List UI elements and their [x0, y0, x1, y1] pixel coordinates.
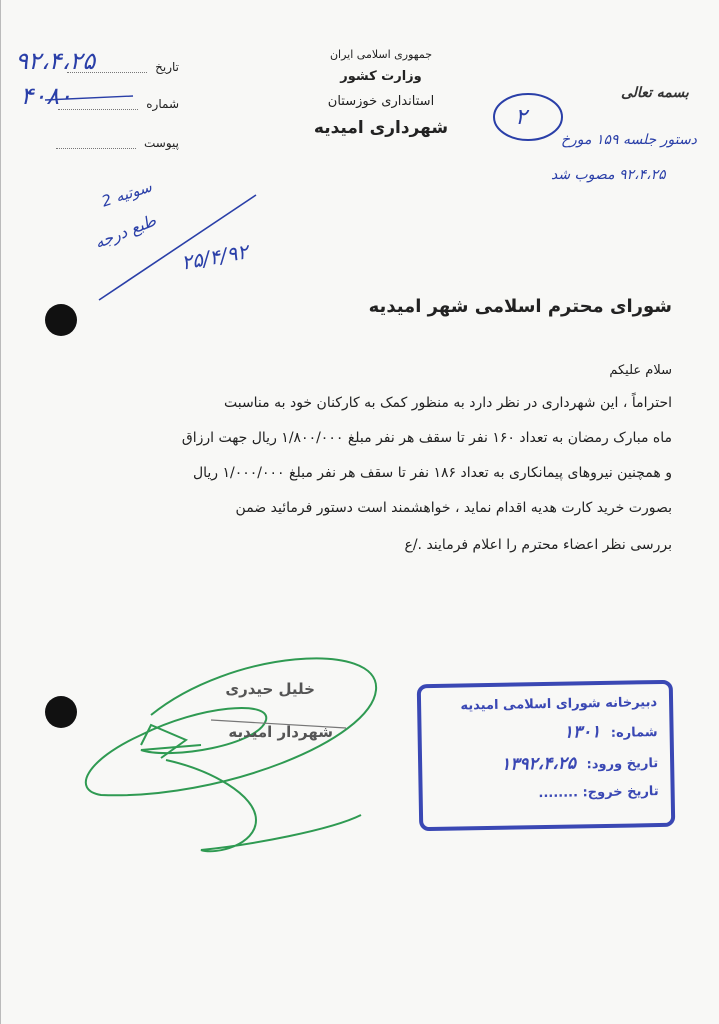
stamp-number-value: ۱۳۰۱ — [563, 722, 601, 743]
stamp-exit-row — [435, 785, 659, 802]
left-slash — [99, 195, 256, 300]
left-note-date: ۲۵/۴/۹۲ — [179, 239, 250, 275]
attachment-label: پیوست — [144, 136, 179, 150]
body-line-3: و همچنین نیروهای پیمانکاری به تعداد ۱۸۶ نفر تا سقف هر نفر مبلغ ۱/۰۰۰/۰۰۰ ریال — [192, 465, 672, 481]
stamp-entry-label: تاریخ ورود: — [586, 756, 659, 773]
stamp-entry-row — [434, 754, 658, 775]
meta-underline — [45, 96, 133, 100]
date-handwritten: ۹۲،۴،۲۵ — [15, 47, 96, 75]
stamp-entry-value: ۱۳۹۲،۴،۲۵ — [501, 753, 577, 775]
stamp-exit-value: ........ — [538, 785, 579, 802]
date-label: تاریخ — [155, 60, 179, 74]
header-republic: جمهوری اسلامی ایران — [329, 48, 433, 61]
body-line-2: ماه مبارک رمضان به تعداد ۱۶۰ نفر تا سقف هر نفر مبلغ ۱/۸۰۰/۰۰۰ ریال جهت ارزاق — [181, 430, 672, 446]
body-line-1: احتراماً ، این شهرداری در نظر دارد به منظور کمک به کارکنان خود به مناسبت — [223, 395, 672, 411]
header-governorate: استانداری خوزستان — [327, 94, 435, 109]
signatory-title: شهردار امیدیه — [228, 723, 333, 741]
stamp-title: دبیرخانه شورای اسلامی امیدیه — [460, 695, 658, 714]
circle-mark — [494, 94, 562, 140]
circled-number: ۲ — [515, 105, 527, 130]
signatory-name: خلیل حیدری — [225, 680, 315, 698]
stamp-number-label: شماره: — [610, 725, 658, 741]
bismillah-mark: بسمه تعالی — [621, 85, 689, 101]
recipient-line: شورای محترم اسلامی شهر امیدیه — [368, 296, 672, 317]
stamp-number-row — [433, 723, 657, 744]
stamp-exit-label: تاریخ خروج: — [582, 784, 659, 801]
header-municipality: شهرداری امیدیه — [313, 118, 449, 138]
number-label: شماره — [146, 97, 179, 111]
body-line-5: بررسی نظر اعضاء محترم را اعلام فرمایند ./ع — [404, 537, 672, 553]
approved-note: ۹۲،۴،۲۵ مصوب شد — [551, 167, 666, 183]
header-ministry: وزارت کشور — [340, 69, 422, 84]
left-note-line1: سوتیه 2 — [99, 177, 154, 211]
body-line-4: بصورت خرید کارت هدیه اقدام نماید ، خواهشمند است دستور فرمائید ضمن — [235, 500, 672, 516]
left-note-line2: طبع درجه — [91, 210, 159, 253]
salutation: سلام علیکم — [609, 363, 672, 378]
number-handwritten: ۴۰۸۰ — [20, 82, 72, 110]
agenda-note: دستور جلسه ۱۵۹ مورخ — [561, 132, 697, 148]
registry-stamp — [417, 680, 676, 831]
